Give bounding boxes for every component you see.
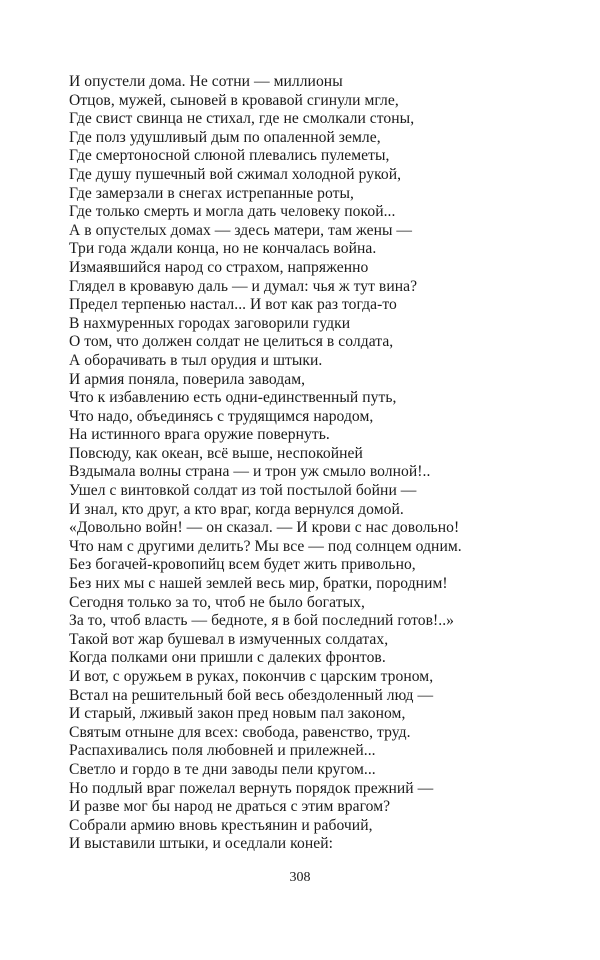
poem-line: И знал, кто друг, а кто враг, когда вернулся домой. bbox=[69, 500, 404, 518]
poem-line: Но подлый враг пожелал вернуть порядок прежний — bbox=[69, 779, 434, 797]
poem-line: Измаявшийся народ со страхом, напряженно bbox=[69, 258, 369, 276]
poem-line: Сегодня только за то, чтоб не было богатых, bbox=[69, 593, 365, 611]
poem-line: Повсюду, как океан, всё выше, неспокойней bbox=[69, 444, 363, 462]
poem-line: Где душу пушечный вой сжимал холодной рукой, bbox=[69, 165, 402, 183]
poem-line: Где свист свинца не стихал, где не смолкали стоны, bbox=[69, 110, 415, 128]
poem-line: О том, что должен солдат не целиться в солдата, bbox=[69, 333, 394, 351]
poem-line: Глядел в кровавую даль — и думал: чья ж тут вина? bbox=[69, 277, 418, 295]
poem-line: Где полз удушливый дым по опаленной земле, bbox=[69, 128, 381, 146]
poem-line: И армия поняла, поверила заводам, bbox=[69, 370, 306, 388]
poem-line: «Довольно войн! — он сказал. — И крови с нас довольно! bbox=[69, 519, 460, 537]
poem-line: В нахмуренных городах заговорили гудки bbox=[69, 314, 351, 332]
poem-line: И вот, с оружьем в руках, покончив с царским троном, bbox=[69, 668, 434, 685]
poem-line: За то, чтоб власть — бедноте, я в бой последний готов!..» bbox=[69, 612, 454, 630]
poem-line: На истинного врага оружие повернуть. bbox=[69, 426, 330, 444]
poem-line: Собрали армию вновь крестьянин и рабочий, bbox=[69, 816, 373, 834]
poem-line: Такой вот жар бушевал в измученных солдатах, bbox=[69, 630, 389, 648]
poem-line: Ушел с винтовкой солдат из той постылой бойни — bbox=[69, 482, 417, 500]
poem-line: Что надо, объединясь с трудящимся народом, bbox=[69, 407, 374, 425]
poem-line: И опустели дома. Не сотни — миллионы bbox=[69, 73, 343, 90]
poem-line: Где замерзали в снегах истрепанные роты, bbox=[69, 184, 354, 202]
poem-line: Где только смерть и могла дать человеку покой... bbox=[69, 203, 396, 221]
poem-line: Без богачей-кровопийц всем будет жить привольно, bbox=[69, 556, 416, 574]
poem-line: Когда полками они пришли с далеких фронтов. bbox=[69, 649, 386, 667]
poem-line: Вздымала волны страна — и трон уж смыло волной!.. bbox=[69, 463, 431, 481]
poem-line: Где смертоносной слюной плевались пулеметы, bbox=[69, 147, 390, 165]
poem-line: Святым отныне для всех: свобода, равенство, труд. bbox=[69, 723, 411, 741]
poem-line: И старый, лживый закон пред новым пал законом, bbox=[69, 705, 406, 723]
poem-line: Что нам с другими делить? Мы все — под солнцем одним. bbox=[69, 537, 462, 555]
poem-line: Что к избавлению есть одни-единственный путь, bbox=[69, 389, 397, 407]
poem-line: Предел терпенью настал... И вот как раз тогда-то bbox=[69, 296, 397, 314]
poem-text bbox=[69, 73, 569, 854]
poem-line: И разве мог бы народ не драться с этим врагом? bbox=[69, 798, 391, 816]
poem-line: Без них мы с нашей землей весь мир, братки, породним! bbox=[69, 575, 448, 593]
poem-line: Светло и гордо в те дни заводы пели кругом... bbox=[69, 760, 376, 778]
poem-line: Распахивались поля любовней и прилежней... bbox=[69, 742, 376, 760]
poem-line: Три года ждали конца, но не кончалась война. bbox=[69, 240, 377, 258]
poem-line: А оборачивать в тыл орудия и штыки. bbox=[69, 351, 323, 369]
page-number: 308 bbox=[289, 870, 311, 885]
poem-line: И выставили штыки, и оседлали коней: bbox=[69, 835, 333, 853]
poem-line: Встал на решительный бой весь обездоленный люд — bbox=[69, 686, 434, 704]
poem-line: А в опустелых домах — здесь матери, там жены — bbox=[69, 221, 413, 239]
poem-line: Отцов, мужей, сыновей в кровавой сгинули мгле, bbox=[69, 91, 399, 109]
